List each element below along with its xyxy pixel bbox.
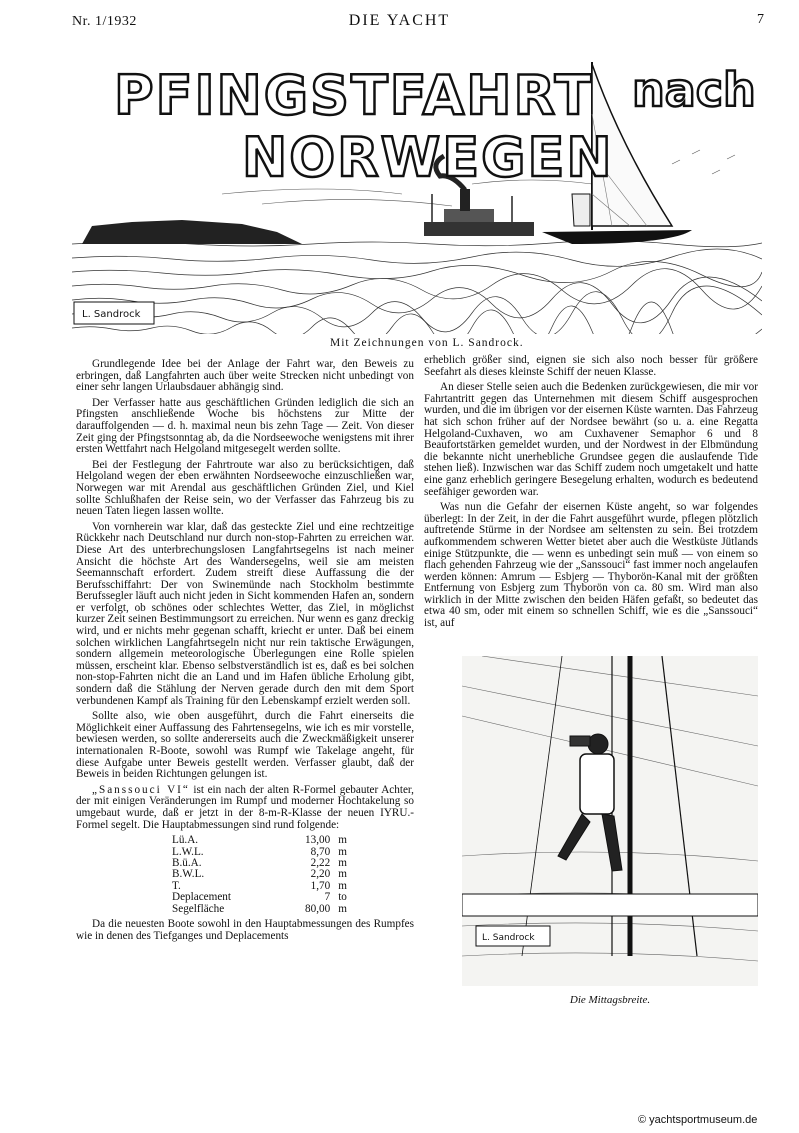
dimension-value: 13,00: [305, 834, 331, 847]
boat-name: „Sanssouci VI“: [92, 783, 190, 796]
dimension-unit: m: [338, 868, 347, 881]
dimension-label: Deplacement: [172, 891, 232, 904]
title-signature: L. Sandrock: [82, 309, 141, 320]
dimension-label: L.W.L.: [172, 845, 204, 858]
dimension-row: [168, 892, 351, 903]
paragraph: Grundlegende Idee bei der Anlage der Fahrt war, den Beweis zu erbringen, daß Langfahrten auch über weite Strecken nicht unbedingt von einer sehr langen Urlaubsdauer abhängig sind.: [76, 358, 414, 394]
title-illustration: [72, 44, 762, 334]
illustration-caption: Die Mittagsbreite.: [569, 994, 651, 1006]
boat-paragraph: [76, 785, 414, 831]
watermark: © yachtsportmuseum.de: [638, 1114, 758, 1126]
paragraph: erheblich größer sind, eignen sie sich also noch besser für größere Seefahrt als dieses kleinste Schiff der neuen Klasse.: [424, 354, 758, 378]
paragraph: Was nun die Gefahr der eisernen Küste angeht, so war folgendes überlegt: In der Zeit, in der die Fahrt ausgeführt wurde, pflegen plötzlich auftretende Stürme in der Nordsee am seltensten zu sein. Bei trotzdem aufkommendem schweren Wetter bietet aber auch die Westküste Jütlands einige Stützpunkte, die — wenn es unbedingt sein muß — von einem so flach gehenden Fahrzeug wie der „Sanssouci“ fast immer noch angelaufen werden können: Amrum — Esbjerg — Thyborön-Kanal mit der größten Entfernung von Esbjerg zum Thyborön von ca. 80 sm. Wird man also wirklich in der Mitte zwischen den beiden Häfen gefaßt, so bedeutet das etwa 40 sm, oder mit einem so schnellen Schiff, wie es die „Sanssouci“ ist, auf: [424, 501, 758, 630]
dimension-label: Lü.A.: [172, 834, 199, 847]
paragraph: An dieser Stelle seien auch die Bedenken zurückgewiesen, die mir vor Fahrtantritt gegen das Unternehmen mit diesem Schiff ausgesprochen wurden, und die im übrigen vor der eisernen Küste warnten. Das Fahrzeug hat sich schon früher auf der Nordsee bewährt (so u. a. eine Regatta Helgoland-Cuxhaven, wo am Cuxhavener Semaphor 6 und 8 Beaufortstärken gemeldet wurden, und der Nordwest in der Elbmündung die bekannte nicht unerhebliche Grundsee gegen die auslaufende Tide stehen ließ). Inzwischen war das Schiff zudem noch umgetakelt und hatte eine ganz erheblich geringere Besegelung erhalten, wodurch es bedeutend seefähiger geworden war.: [424, 381, 758, 498]
midday-sight-illustration: [462, 656, 758, 986]
dimension-value: 80,00: [305, 902, 331, 915]
magazine-title: DIE YACHT: [348, 12, 451, 29]
dimension-label: Segelfläche: [172, 902, 225, 915]
right-column: [424, 355, 758, 634]
title-line-3: NORWEGEN: [242, 126, 614, 189]
island-drawing: [82, 220, 302, 244]
page-number: 7: [757, 12, 765, 27]
paragraph: Bei der Festlegung der Fahrtroute war also zu berücksichtigen, daß Helgoland wegen der eben erwähnten Nordseewoche einzuschließen war, Norwegen war mit Arendal aus geschäftlichen Gründen Ziel, und Kiel sollte Schlußhafen der Reise sein, wo der Verfasser das Fahrzeug bis zu neuen Taten liegen lassen wollte.: [76, 458, 414, 518]
dimension-unit: m: [338, 856, 347, 869]
dimension-label: B.ü.A.: [172, 856, 202, 869]
illustration-signature: L. Sandrock: [482, 933, 535, 943]
dimension-unit: m: [338, 902, 347, 915]
left-column: [76, 359, 414, 946]
issue-number: Nr. 1/1932: [72, 14, 137, 29]
paragraph: Der Verfasser hatte aus geschäftlichen Gründen lediglich die sich an Pfingsten anschließende Woche bis höchstens zur Mitte der darauffolgenden — d. h. maximal neun bis zehn Tage — Zeit. Von dieser Zeit ging der Pfingstsonntag ab, da die Nordseewoche wenigstens mit ihrer ersten Wettfahrt nach Helgoland mitgesegelt werden sollte.: [76, 396, 414, 456]
dimension-unit: m: [338, 879, 347, 892]
sea-lines: [72, 241, 762, 334]
dimension-unit: m: [338, 834, 347, 847]
title-line-2: nach: [632, 63, 756, 117]
dimension-unit: to: [338, 891, 347, 904]
dimension-value: 1,70: [310, 879, 331, 892]
dimension-row: [168, 835, 351, 846]
paragraph: Von vornherein war klar, daß das gesteckte Ziel und eine rechtzeitige Rückkehr nach Deutschland nur durch non-stop-Fahrten zu erreichen war. Diese Art des unterbrechungslosen Langfahrtsegelns ist nach meiner Ansicht die höchste Art des Wandersegelns, weil sie am meisten Seemannschaft erfordert. Zudem streift diese Auffassung die der Berufsschiffahrt: Der von Swinemünde nach Stockholm bestimmte Berufssegler läuft auch nicht jeden in Sicht kommenden Hafen an, sondern er verfolgt, ob schönes oder schlechtes Wetter, das Ziel, in möglichst kurzer Zeit seinen Bestimmungsort zu erreichen. Nur wenn es ganz dreckig wird, und er nichts mehr gegenan schafft, kriecht er unter. Daß bei einem solchen wirklichen Langfahrtsegeln nicht nur rein taktische Erwägungen, sondern allgemein meteorologische Überlegungen eine Rolle spielen müssen, erscheint klar. Ebenso selbstverständlich ist es, daß es bei solchen non-stop-Fahrten nicht die an Land und im Hafen übliche Erholung gibt, sondern daß die Stählung der Nerven gerade durch den mit dem Sport verbundenen Kampf als Training für den Lebenskampf erzielt werden soll.: [76, 520, 414, 707]
dimension-label: B.W.L.: [172, 868, 205, 881]
paragraph: Da die neuesten Boote sowohl in den Hauptabmessungen des Rumpfes wie in denen des Tiefganges und Deplacements: [76, 918, 414, 942]
dimension-value: 2,22: [310, 856, 331, 869]
dimension-row: [168, 904, 351, 915]
dimension-value: 2,20: [310, 868, 331, 881]
dimension-label: T.: [172, 879, 181, 892]
dimensions-table: [168, 835, 351, 915]
boat-description: ist ein nach der alten R-Formel gebauter Achter, der mit einigen Veränderungen im Rumpf und moderner Hochtakelung so umgebaut wurde, daß er jetzt in der 8-m-R-Klasse der neuen IYRU.-Formel segelt. Die Hauptabmessungen sind rund folgende:: [76, 783, 414, 831]
paragraph: Sollte also, wie oben ausgeführt, durch die Fahrt einerseits die Möglichkeit einer Auffassung des Fahrtensegelns, wie ich es mir vorstelle, bewiesen werden, so sollte andererseits auch die Zweckmäßigkeit unserer internationalen R-Boote, sowohl was Rumpf wie Takelage angeht, für diese Aufgabe unter Beweis gestellt werden. Verfasser glaubt, daß der Beweis in beiden Richtungen gelungen ist.: [76, 710, 414, 781]
dimension-unit: m: [338, 845, 347, 858]
title-line-1: PFINGSTFAHRT: [114, 64, 594, 127]
illustration-credit: Mit Zeichnungen von L. Sandrock.: [330, 337, 524, 349]
dimension-value: 8,70: [310, 845, 331, 858]
dimension-value: 7: [324, 891, 331, 904]
